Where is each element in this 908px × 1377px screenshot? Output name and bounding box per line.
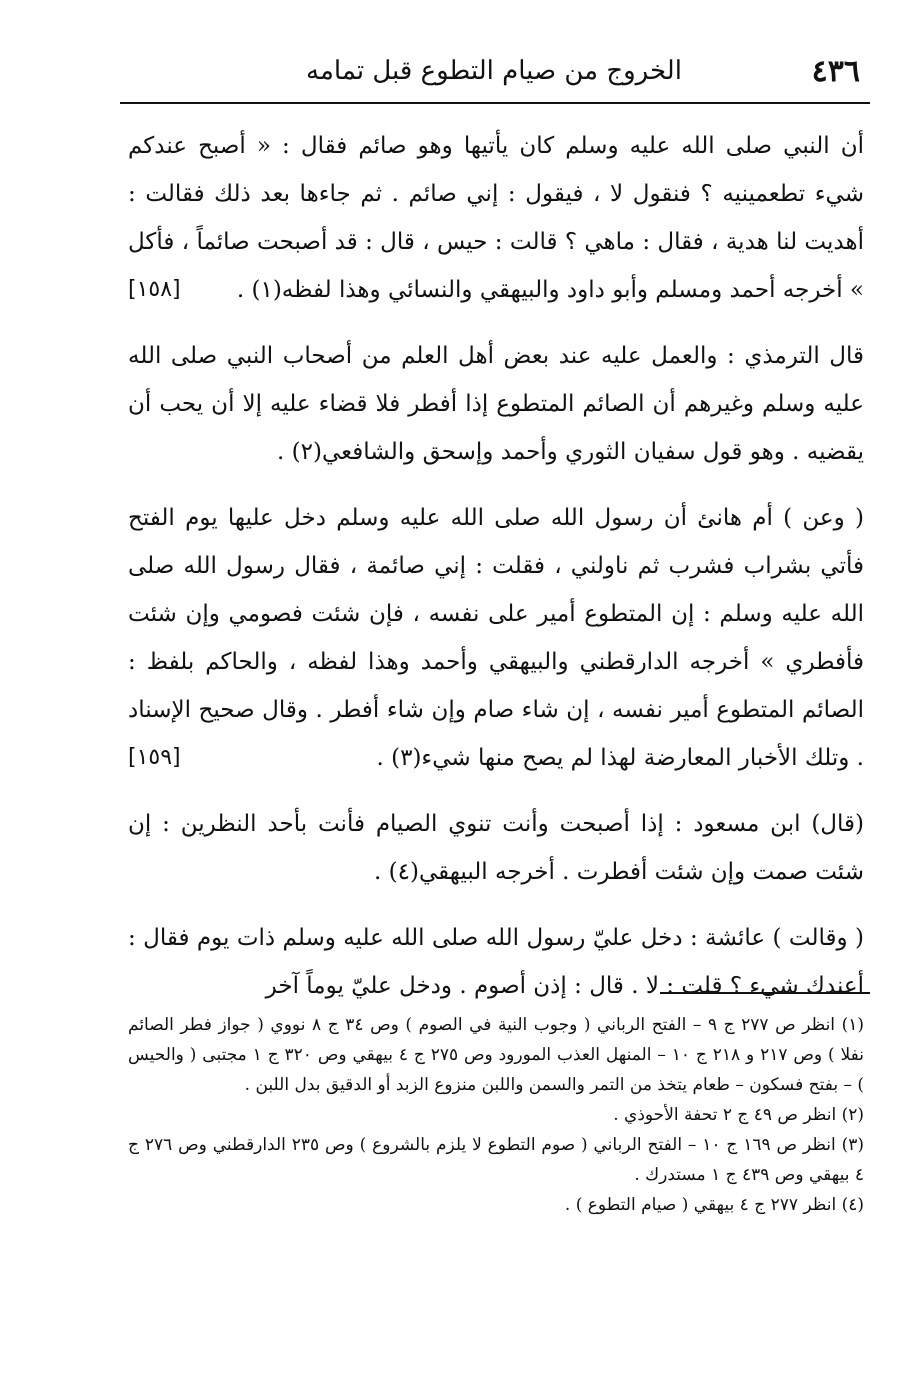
body-text <box>128 122 864 1028</box>
paragraph-text: ( وقالت ) عائشة : دخل عليّ رسول الله صلى الله عليه وسلم ذات يوم فقال : أعندك شيء ؟ قلت : لا . قال : إذن أصوم . ودخل عليّ يوماً آخر <box>128 925 864 999</box>
footnote: (٣) انظر ص ١٦٩ ج ١٠ – الفتح الرباني ( صوم التطوع لا يلزم بالشروع ) وص ٢٣٥ الدارقطني وص ٢٧٦ ج ٤ بيهقي وص ٤٣٩ ج ١ مستدرك . <box>128 1135 864 1185</box>
hadith-number: [١٥٩] <box>128 745 181 770</box>
footnote: (٢) انظر ص ٤٩ ج ٢ تحفة الأحوذي . <box>613 1105 864 1125</box>
running-title: الخروج من صيام التطوع قبل تمامه <box>306 56 682 86</box>
footnote-rule <box>660 992 870 994</box>
paragraph-text: قال الترمذي : والعمل عليه عند بعض أهل العلم من أصحاب النبي صلى الله عليه وسلم وغيرهم أن الصائم المتطوع إذا أفطر فلا قضاء عليه إلا أن يحب أن يقضيه . وهو قول سفيان الثوري وأحمد وإسحق والشافعي(٢) . <box>128 343 864 465</box>
paragraph-text: ( وعن ) أم هانئ أن رسول الله صلى الله عليه وسلم دخل عليها يوم الفتح فأتي بشراب فشرب ثم ناولني ، فقلت : إني صائمة ، فقال رسول الله صلى الله عليه وسلم : إن المتطوع أمير على نفسه ، فإن شئت فصومي وإن شئت فأفطري » أخرجه الدارقطني والبيهقي وأحمد وهذا لفظه ، والحاكم بلفظ : الصائم المتطوع أمير نفسه ، إن شاء صام وإن شاء أفطر . وقال صحيح الإسناد . وتلك الأخبار المعارضة لهذا لم يصح منها شيء(٣) . <box>128 505 864 771</box>
paragraph-text: (قال) ابن مسعود : إذا أصبحت وأنت تنوي الصيام فأنت بأحد النظرين : إن شئت صمت وإن شئت أفطرت . أخرجه البيهقي(٤) . <box>128 811 864 885</box>
header-rule <box>120 102 870 104</box>
paragraph <box>128 800 864 896</box>
hadith-number: [١٥٨] <box>128 277 181 302</box>
paragraph <box>128 332 864 476</box>
footnote: (٤) انظر ٢٧٧ ج ٤ بيهقي ( صيام التطوع ) . <box>564 1195 864 1215</box>
footnote: (١) انظر ص ٢٧٧ ج ٩ – الفتح الرباني ( وجوب النية في الصوم ) وص ٣٤ ج ٨ نووي ( جواز فطر الصائم نفلا ) وص ٢١٧ و ٢١٨ ج ١٠ – المنهل العذب المورود وص ٢٧٥ ج ٤ بيهقي وص ٣٢٠ ج ١ مجتبى ( والحيس ) – بفتح فسكون – طعام يتخذ من التمر والسمن واللبن منزوع الزبد أو الدقيق بدل اللبن . <box>128 1015 865 1095</box>
paragraph-text: أن النبي صلى الله عليه وسلم كان يأتيها وهو صائم فقال : « أصبح عندكم شيء تطعمينيه ؟ فنقول لا ، فيقول : إني صائم . ثم جاءها بعد ذلك فقالت : أهديت لنا هدية ، فقال : ماهي ؟ قالت : حيس ، قال : قد أصبحت صائماً ، فأكل » أخرجه أحمد ومسلم وأبو داود والبيهقي والنسائي وهذا لفظه(١) . <box>128 133 864 303</box>
paragraph <box>128 914 864 1010</box>
paragraph <box>128 494 864 782</box>
page-header <box>120 50 868 102</box>
paragraph <box>128 122 864 314</box>
footnotes <box>128 1010 864 1220</box>
page-number: ٤٣٦ <box>811 54 860 89</box>
